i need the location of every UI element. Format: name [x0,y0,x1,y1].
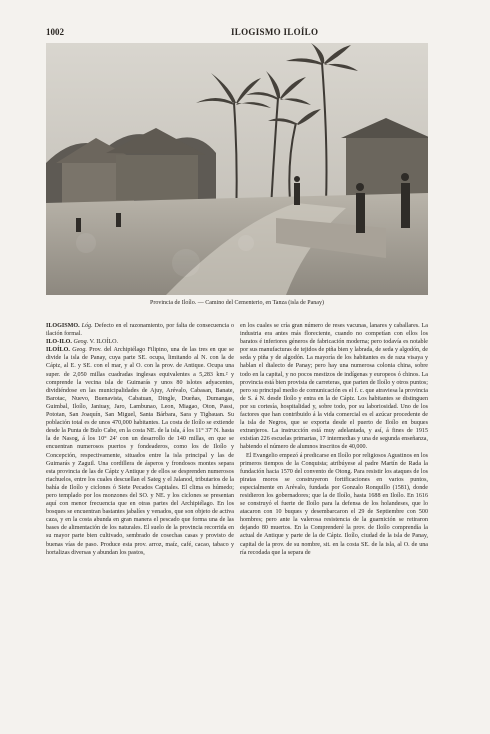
paragraph: El Evangelio empezó á predicarse en Iloílo por religiosos Agustinos en los primeros tiempos de la Conquista; atribúyese al padre Martín de Rada la fundación hacia 1570 del convento de Otong. Para resistir los ataques de los piratas moros se construyeron fortificaciones en varios puntos, especialmente en Arévalo, fundada por Gonzalo Ronquillo (1581), donde residieron los gobernadores; que la de Iloílo, hasta 1688 en Iloílo. En 1616 se construyó el fuerte de Iloílo para la defensa de los holandeses, que lo atacaron con 10 buques y desembarcaron el 29 de Septiembre con 500 hombres; pero ante la valerosa resistencia de la guarnición se retiraron dejando 80 muertos. En la Comprenderé la prov. de Iloílo comprendía la actual de Antique y parte de la de Cápiz. Iloílo, ciudad de la isla de Panay, capital de la prov. de su nombre, sit. en la costa SE. de la isla, al O. de una ría recodada que la separa de [240,452,428,556]
entry-abbreviation: Geog. [72,347,87,354]
entry-ilo-ilo [46,338,234,346]
entry-text: V. ILOÍLO. [88,339,119,346]
photograph-icon [46,43,428,295]
entry-headword: ILOÍLO. [46,347,70,354]
entry-abbreviation: Geog. [73,339,89,346]
text-column-left [46,322,234,722]
entry-abbreviation: Lóg. [81,323,93,329]
text-column-right [240,322,428,722]
photograph-village-road [46,43,428,295]
photo-caption: Provincia de Iloílo. — Camino del Cementerio, en Tanza (isla de Panay) [150,300,324,306]
entry-headword: ILO-ILO. [46,339,72,346]
entry-ilogismo [46,322,234,338]
entry-text: Prov. del Archipiélago Filipino, una de las tres en que se divide la isla de Panay, cuya parte SE. ocupa, limitando al N. con la de Cápiz, al E. y SE. con el mar, y al O. con la prov. de Antique. Ocupa una super. de 2,050 millas cuadradas inglesas equivalentes a 5,283 km.² y comprende la vecina isla de Guimarás y unos 80 islotes adyacentes, dividiéndose en las municipalidades de Ajuy, Arévalo, Cabasan, Banate, Barotac, Nuevo, Buenavista, Cabatuan, Dingle, Dueñas, Dumangas, Guimbal, Iloílo, Janiuay, Jaro, Lambunao, Leon, Miagao, Oton, Passi, Pototan, San Joaquín, San Miguel, Santa Bárbara, Sara y Tigbauan. Su población total es de unos 470,000 habitantes. La costa de Iloílo se extiende desde la Punta de Bulo Cabe, en la costa NE. de la isla, á los 11° 37' N. hasta la de Nasog, á los 10° 24' con un desarrollo de 140 millas, en que se encuentran numerosos puertos y fondeaderos, como los de Iloílo y Concepción, respectivamente, situados entre la isla principal y las de Guimarás y Zaguil. Una cordillera de ásperos y frondosos montes separa esta provincia de las de Cápiz y Antique y de ellos se desprenden numerosos riachuelos, entre los cuales descuellan el Sateg y el Jalanod, tributarios de la bahía de Iloílo y ciclones ó Siete Pecados Capitales. El clima es húmedo; pero templado por los monzones del SO. y NE. y los ciclones se presentan aquí con menor frecuencia que en otras partes del Archipiélago. En los bosques se encuentran bastantes jabalíes y venados, que son objeto de activa caza, y en la costa abunda en gran manera el pescado que forma una de las bases de alimentación de los naturales. El suelo de la provincia recorrida en su mayor parte bien cultivado, sembrado de cosechas casas y provisto de buenas vías de paso. Produce esta prov. arroz, maíz, café, cacao, tabaco y hortalizas diversas y abundan los pastos, [46,347,234,556]
page-number: 1002 [46,27,64,37]
running-head: ILOGISMO ILOÍLO [231,27,319,37]
entry-headword: ILOGISMO. [46,323,80,329]
entry-text: Defecto en el razonamiento, por falta de consecuencia o ilación formal. [46,323,234,338]
paragraph: en los cuales se cría gran número de reses vacunas, lanares y caballares. La industria era antes más floreciente, cuando no competían con ellos los baratos é inferiores géneros de fabricación moderna; pero todavía es notable por sus manufacturas de tejidos de piña bien y labrada, de seda y algodón, de seda y piña y de algodón. La mayoría de los habitantes es de raza visaya y hablan el dialecto de Panay; pero hay una numerosa colonia china, sobre todo en la capital, y no pocos mestizos de indígenas y europeos ó chinos. La provincia está bien provista de carreteras, que parten de Iloílo y otros puntos; pero su principal medio de comunicación es el f. c. que atraviesa la provincia de S. á N. desde Iloílo y entra en la de Cápiz. Los habitantes se distinguen por su cortesía, hospitalidad y, sobre todo, por su laboriosidad. Uno de los factores que han contribuido á la vida comercial es el azúcar procedente de la isla de Negros, que se exporta desde el puerto de Iloílo en buques extranjeros. La instrucción está muy adelantada, y así, á fines de 1915 existían 226 escuelas primarias, 17 intermedias y una de segunda enseñanza, habiendo el número de alumnos inscritos de 40,000. [240,323,428,451]
entry-iloilo [46,346,234,556]
page-header [46,27,446,39]
